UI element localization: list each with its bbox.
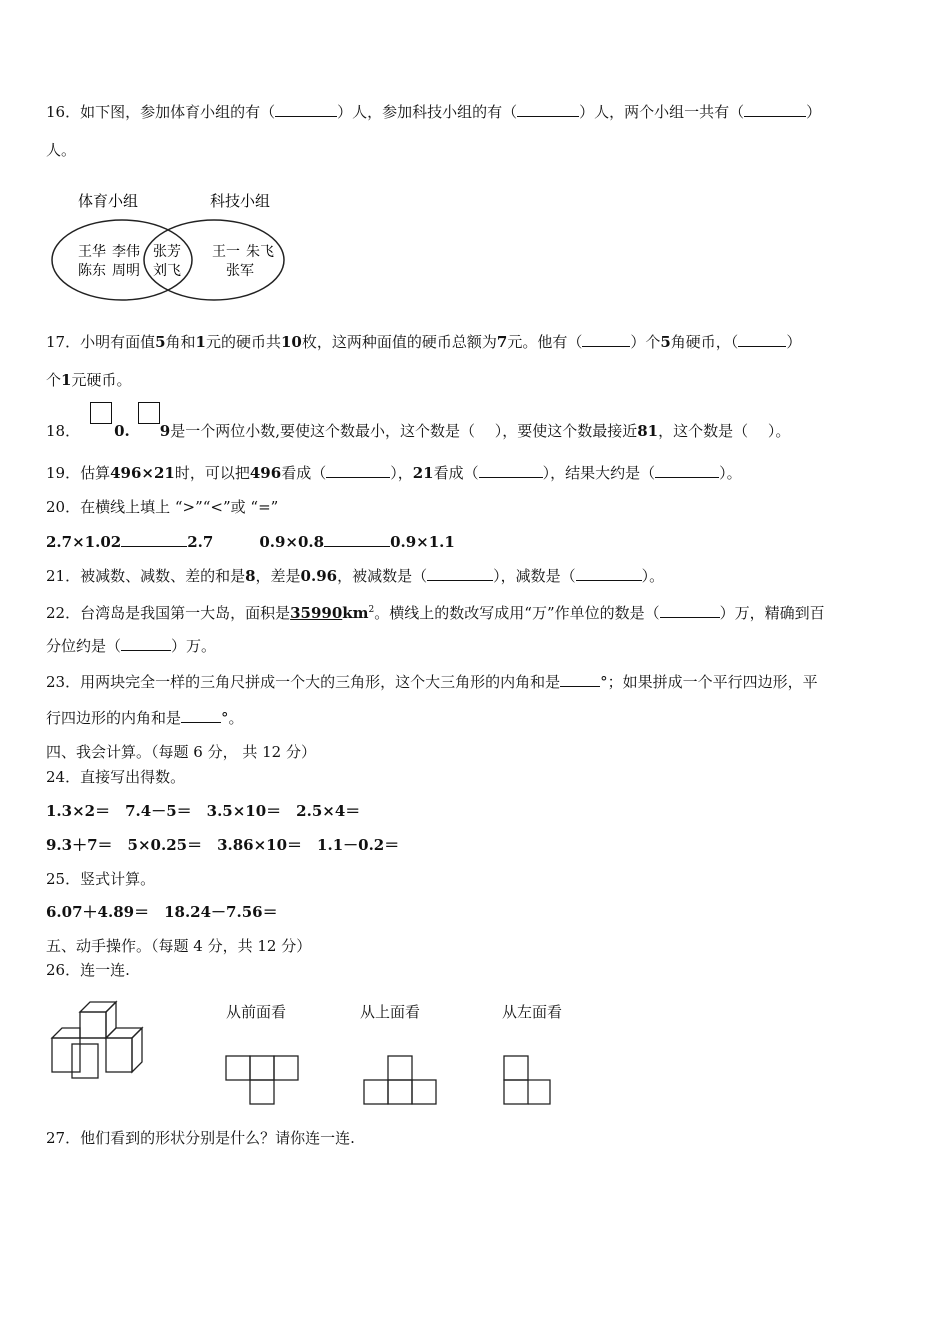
q27-title: 27．他们看到的形状分别是什么？请你连一连. bbox=[46, 1129, 355, 1147]
q17-text: 元的硬币共 bbox=[205, 333, 281, 351]
q21-line bbox=[46, 566, 664, 586]
venn-left-ellipse bbox=[52, 220, 192, 300]
view-square bbox=[412, 1080, 436, 1104]
view-square bbox=[528, 1080, 550, 1104]
q17-line1 bbox=[46, 332, 801, 352]
view-square bbox=[364, 1080, 388, 1104]
q19-text: 看成（ bbox=[281, 464, 327, 482]
q21-text: ），减数是（ bbox=[493, 567, 576, 585]
venn-name: 周明 bbox=[112, 263, 140, 279]
q23-line2 bbox=[46, 708, 244, 728]
q18-digit-box-2[interactable] bbox=[138, 402, 160, 424]
cube-stack-figure bbox=[46, 998, 156, 1082]
view-square bbox=[250, 1056, 274, 1080]
q18-text: 9 bbox=[159, 422, 171, 440]
view-square bbox=[504, 1080, 528, 1104]
q20-title: 20．在横线上填上 “>”“<”或 “=” bbox=[46, 498, 279, 516]
q22-text: 分位约是（ bbox=[46, 637, 122, 655]
venn-diagram bbox=[46, 180, 296, 310]
q20-expr: 0.9×0.8 bbox=[259, 533, 325, 551]
q16-text-e: 人。 bbox=[46, 141, 77, 159]
q16-line1 bbox=[46, 102, 821, 122]
view-label-left: 从左面看 bbox=[502, 1003, 563, 1021]
q19-text: 时，可以把 bbox=[174, 464, 250, 482]
q17-num: 10 bbox=[281, 333, 302, 351]
cube-face bbox=[80, 1012, 106, 1038]
q20-expr: 2.7×1.02 bbox=[46, 533, 122, 551]
q22-area-number: 35990 bbox=[290, 604, 343, 622]
q19-text: 看成（ bbox=[433, 464, 479, 482]
q24-row2: 9.3＋7＝ 5×0.25＝ 3.86×10＝ 1.1－0.2＝ bbox=[46, 836, 400, 854]
q18-text: ，这个数是（ ）。 bbox=[658, 422, 791, 440]
q16-blank-sports[interactable] bbox=[275, 102, 337, 117]
q23-blank-2[interactable] bbox=[181, 708, 221, 723]
q19-text: ）。 bbox=[719, 464, 742, 482]
section-5-heading: 五、动手操作。（每题 4 分，共 12 分） bbox=[46, 937, 312, 955]
q18-line bbox=[46, 416, 790, 441]
q19-text: ）， bbox=[390, 464, 413, 482]
q23-text: 23．用两块完全一样的三角尺拼成一个大的三角形，这个大三角形的内角和是 bbox=[46, 673, 561, 691]
q21-text: ，差是 bbox=[255, 567, 301, 585]
venn-name: 朱飞 bbox=[246, 244, 274, 260]
cube-face bbox=[72, 1044, 98, 1078]
venn-right-ellipse bbox=[144, 220, 284, 300]
view-square bbox=[388, 1056, 412, 1080]
q20-blank-1[interactable] bbox=[121, 532, 187, 547]
q19-line bbox=[46, 463, 742, 483]
cube-face bbox=[132, 1028, 142, 1072]
q19-blank-1[interactable] bbox=[326, 463, 390, 478]
q20-expr: 2.7 bbox=[187, 533, 214, 551]
q22-unit: km bbox=[342, 604, 369, 622]
venn-name: 王华 bbox=[78, 244, 106, 260]
view-label-top: 从上面看 bbox=[360, 1003, 421, 1021]
q23-text: 行四边形的内角和是 bbox=[46, 709, 182, 727]
q16-line2 bbox=[46, 140, 76, 160]
q18-text: 是一个两位小数,要使这个数最小，这个数是（ ），要使这个数最接近 bbox=[170, 422, 638, 440]
q17-num: 5 bbox=[155, 333, 166, 351]
q17-text: ） bbox=[786, 333, 802, 351]
q19-text: 19．估算 bbox=[46, 464, 111, 482]
venn-name: 刘飞 bbox=[153, 263, 181, 279]
q21-text: 21．被减数、减数、差的和是 bbox=[46, 567, 246, 585]
cube-face bbox=[52, 1038, 80, 1072]
q19-num: 496×21 bbox=[110, 464, 175, 482]
q22-text: 22．台湾岛是我国第一大岛，面积是 bbox=[46, 604, 291, 622]
q22-unit-sup: 2 bbox=[368, 605, 375, 615]
q21-blank-1[interactable] bbox=[427, 566, 493, 581]
q16-blank-total[interactable] bbox=[744, 102, 806, 117]
view-label-front: 从前面看 bbox=[226, 1003, 287, 1021]
q16-blank-tech[interactable] bbox=[517, 102, 579, 117]
q19-blank-2[interactable] bbox=[479, 463, 543, 478]
venn-name: 张芳 bbox=[153, 244, 181, 260]
q23-text: °。 bbox=[221, 709, 244, 727]
front-view-shape bbox=[222, 1052, 302, 1108]
q19-num: 21 bbox=[412, 464, 434, 482]
q17-num: 1 bbox=[195, 333, 206, 351]
q24-row1: 1.3×2＝ 7.4－5＝ 3.5×10＝ 2.5×4＝ bbox=[46, 802, 361, 820]
q17-text: 个 bbox=[46, 371, 62, 389]
cube-face bbox=[106, 1038, 132, 1072]
q20-expr: 0.9×1.1 bbox=[390, 533, 455, 551]
q22-text: 。横线上的数改写成用“万”作单位的数是（ bbox=[374, 604, 660, 622]
section-4-heading: 四、我会计算。（每题 6 分， 共 12 分） bbox=[46, 743, 316, 761]
q22-text: ）万，精确到百 bbox=[719, 604, 825, 622]
cube-face bbox=[52, 1028, 80, 1038]
q21-text: ，被减数是（ bbox=[337, 567, 428, 585]
view-square bbox=[250, 1080, 274, 1104]
q17-text: 角和 bbox=[165, 333, 196, 351]
q23-line1 bbox=[46, 672, 818, 692]
q17-line2 bbox=[46, 370, 131, 390]
venn-name: 王一 bbox=[212, 244, 240, 260]
q20-expressions bbox=[46, 532, 455, 552]
venn-name: 陈东 bbox=[78, 263, 106, 279]
q23-blank-1[interactable] bbox=[560, 672, 600, 687]
q20-blank-2[interactable] bbox=[324, 532, 390, 547]
q22-text: ）万。 bbox=[171, 637, 217, 655]
q21-text: ）。 bbox=[641, 567, 665, 585]
q17-text: 元硬币。 bbox=[71, 371, 132, 389]
q16-text-d: ） bbox=[806, 103, 822, 121]
q16-text-b: ）人，参加科技小组的有（ bbox=[337, 103, 518, 121]
q18-digit-box-1[interactable] bbox=[90, 402, 112, 424]
view-square bbox=[504, 1056, 528, 1080]
venn-left-title: 体育小组 bbox=[78, 192, 139, 210]
q19-text: ），结果大约是（ bbox=[542, 464, 656, 482]
q23-text: °；如果拼成一个平行四边形，平 bbox=[600, 673, 818, 691]
venn-right-title: 科技小组 bbox=[210, 192, 271, 210]
q24-title: 24．直接写出得数。 bbox=[46, 768, 186, 786]
top-view-shape bbox=[360, 1052, 442, 1108]
q17-num: 7 bbox=[496, 333, 508, 351]
q22-blank-1[interactable] bbox=[660, 603, 720, 618]
q17-text: 17．小明有面值 bbox=[46, 333, 156, 351]
q17-text: 枚，这两种面值的硬币总额为 bbox=[301, 333, 497, 351]
q21-num: 8 bbox=[245, 567, 256, 585]
view-square bbox=[274, 1056, 298, 1080]
q17-blank-5jiao[interactable] bbox=[582, 332, 630, 347]
q16-text-a: 16．如下图，参加体育小组的有（ bbox=[46, 103, 276, 121]
q17-text: 元。他有（ bbox=[507, 333, 583, 351]
q19-blank-3[interactable] bbox=[655, 463, 719, 478]
q22-line2 bbox=[46, 636, 216, 656]
q25-title: 25．竖式计算。 bbox=[46, 870, 156, 888]
q22-line1 bbox=[46, 600, 825, 623]
q19-num: 496 bbox=[249, 464, 282, 482]
q17-text: ）个 bbox=[630, 333, 661, 351]
left-view-shape bbox=[500, 1052, 556, 1108]
q17-num: 5 bbox=[660, 333, 671, 351]
q21-blank-2[interactable] bbox=[576, 566, 642, 581]
q17-num: 1 bbox=[61, 371, 72, 389]
venn-name: 李伟 bbox=[112, 244, 140, 260]
view-square bbox=[388, 1080, 412, 1104]
q26-title: 26．连一连. bbox=[46, 961, 130, 979]
q18-num: 81 bbox=[637, 422, 659, 440]
q17-text: 角硬币，（ bbox=[670, 333, 739, 351]
q18-text: 0. bbox=[114, 422, 130, 440]
q18-text: 18． bbox=[46, 422, 81, 440]
q25-row: 6.07＋4.89＝ 18.24－7.56＝ bbox=[46, 903, 278, 921]
q22-blank-2[interactable] bbox=[121, 636, 171, 651]
view-square bbox=[226, 1056, 250, 1080]
venn-name: 张军 bbox=[226, 263, 254, 279]
q17-blank-1yuan[interactable] bbox=[738, 332, 786, 347]
q16-text-c: ）人，两个小组一共有（ bbox=[579, 103, 745, 121]
q21-num: 0.96 bbox=[300, 567, 338, 585]
